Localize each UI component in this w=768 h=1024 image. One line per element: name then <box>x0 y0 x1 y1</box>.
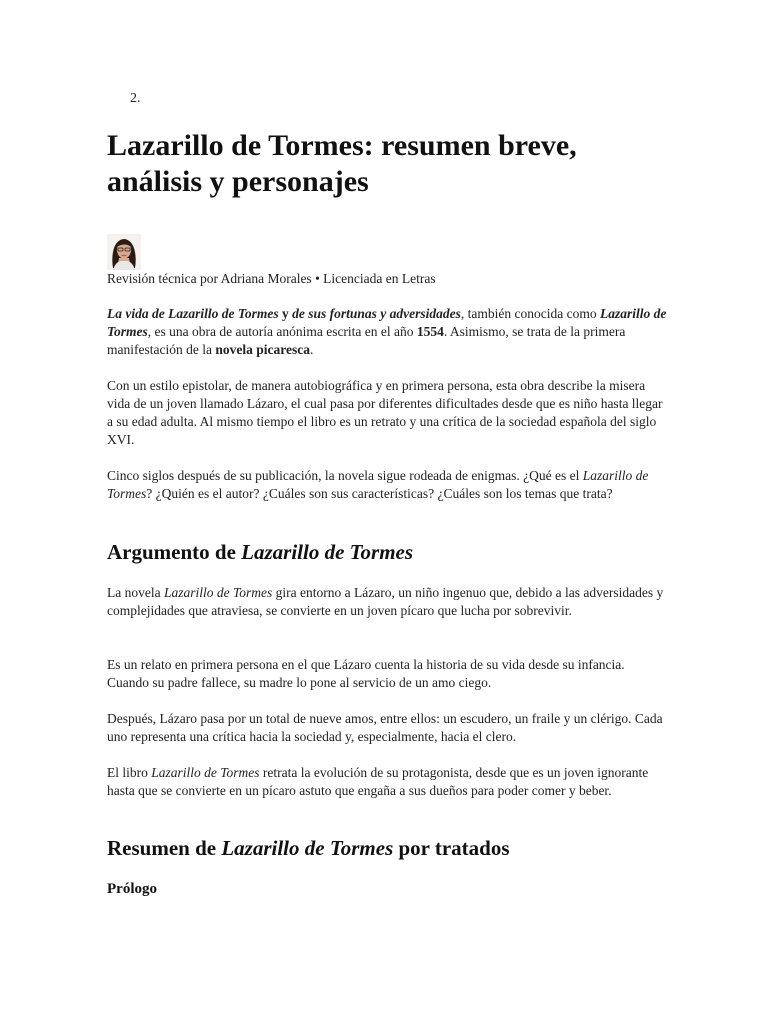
heading-italic: Lazarillo de Tormes <box>241 540 414 564</box>
work-short-title: Lazarillo de Tormes <box>163 585 273 600</box>
work-title-part-1: La vida de Lazarillo de Tormes <box>107 306 279 321</box>
body-text: El libro <box>107 765 152 780</box>
author-avatar[interactable] <box>107 234 141 270</box>
body-text: gira entorno a Lázaro, un niño ingenuo que, debido a las adversidades y complejidades que atraviesa, se convierte en un joven pícaro que lucha por sobrevivir. <box>107 585 664 618</box>
list-number: 2. <box>130 91 141 106</box>
avatar-photo <box>107 234 141 270</box>
heading-argumento <box>107 539 667 565</box>
work-short-title: Lazarillo de Tormes <box>107 306 667 339</box>
argumento-paragraph-4 <box>107 764 667 800</box>
intro-text: , también conocida como <box>460 306 600 321</box>
intro-paragraph-2: Con un estilo epistolar, de manera autobiográfica y en primera persona, esta obra describe la misera vida de un joven llamado Lázaro, el cual pasa por diferentes dificultades desde que es niño hasta llegar a su edad adulta. Al mismo tiempo el libro es un retrato y una crítica de la sociedad española del siglo XVI. <box>107 378 663 447</box>
heading-text: Resumen de <box>107 836 222 860</box>
subheading-prologo: Prólogo <box>107 881 157 897</box>
intro-paragraph-3 <box>107 467 667 503</box>
body-text: La novela <box>107 585 164 600</box>
intro-text: . Asimismo, se trata de la primera manifestación de la <box>107 324 626 357</box>
genre-highlight: novela picaresca <box>215 342 310 357</box>
year-highlight: 1554 <box>416 324 444 339</box>
work-short-title: Lazarillo de Tormes <box>107 468 649 501</box>
work-title-connector: y <box>278 306 293 321</box>
intro-text: ? ¿Quién es el autor? ¿Cuáles son sus características? ¿Cuáles son los temas que trata? <box>146 486 613 501</box>
heading-resumen <box>107 835 667 861</box>
argumento-paragraph-1 <box>107 584 667 620</box>
intro-text: Cinco siglos después de su publicación, la novela sigue rodeada de enigmas. ¿Qué es el <box>107 468 583 483</box>
article-title: Lazarillo de Tormes: resumen breve, análisis y personajes <box>107 129 577 198</box>
argumento-paragraph-3: Después, Lázaro pasa por un total de nueve amos, entre ellos: un escudero, un fraile y un clérigo. Cada uno representa una crítica hacia la sociedad y, especialmente, hacia el clero. <box>107 711 663 744</box>
work-short-title: Lazarillo de Tormes <box>151 765 260 780</box>
heading-text: por tratados <box>393 836 510 860</box>
byline: Revisión técnica por Adriana Morales • Licenciada en Letras <box>107 271 436 286</box>
heading-text: Argumento de <box>107 540 242 564</box>
intro-text: . <box>309 342 314 357</box>
body-text: retrata la evolución de su protagonista, desde que es un joven ignorante hasta que se convierte en un pícaro astuto que engaña a sus dueños para poder comer y beber. <box>107 765 649 798</box>
intro-text: , es una obra de autoría anónima escrita en el año <box>147 324 417 339</box>
work-title-part-2: de sus fortunas y adversidades <box>292 306 461 321</box>
intro-paragraph-1 <box>107 305 667 359</box>
argumento-paragraph-2: Es un relato en primera persona en el que Lázaro cuenta la historia de su vida desde su infancia. Cuando su padre fallece, su madre lo pone al servicio de un amo ciego. <box>107 657 625 690</box>
heading-italic: Lazarillo de Tormes <box>221 836 394 860</box>
